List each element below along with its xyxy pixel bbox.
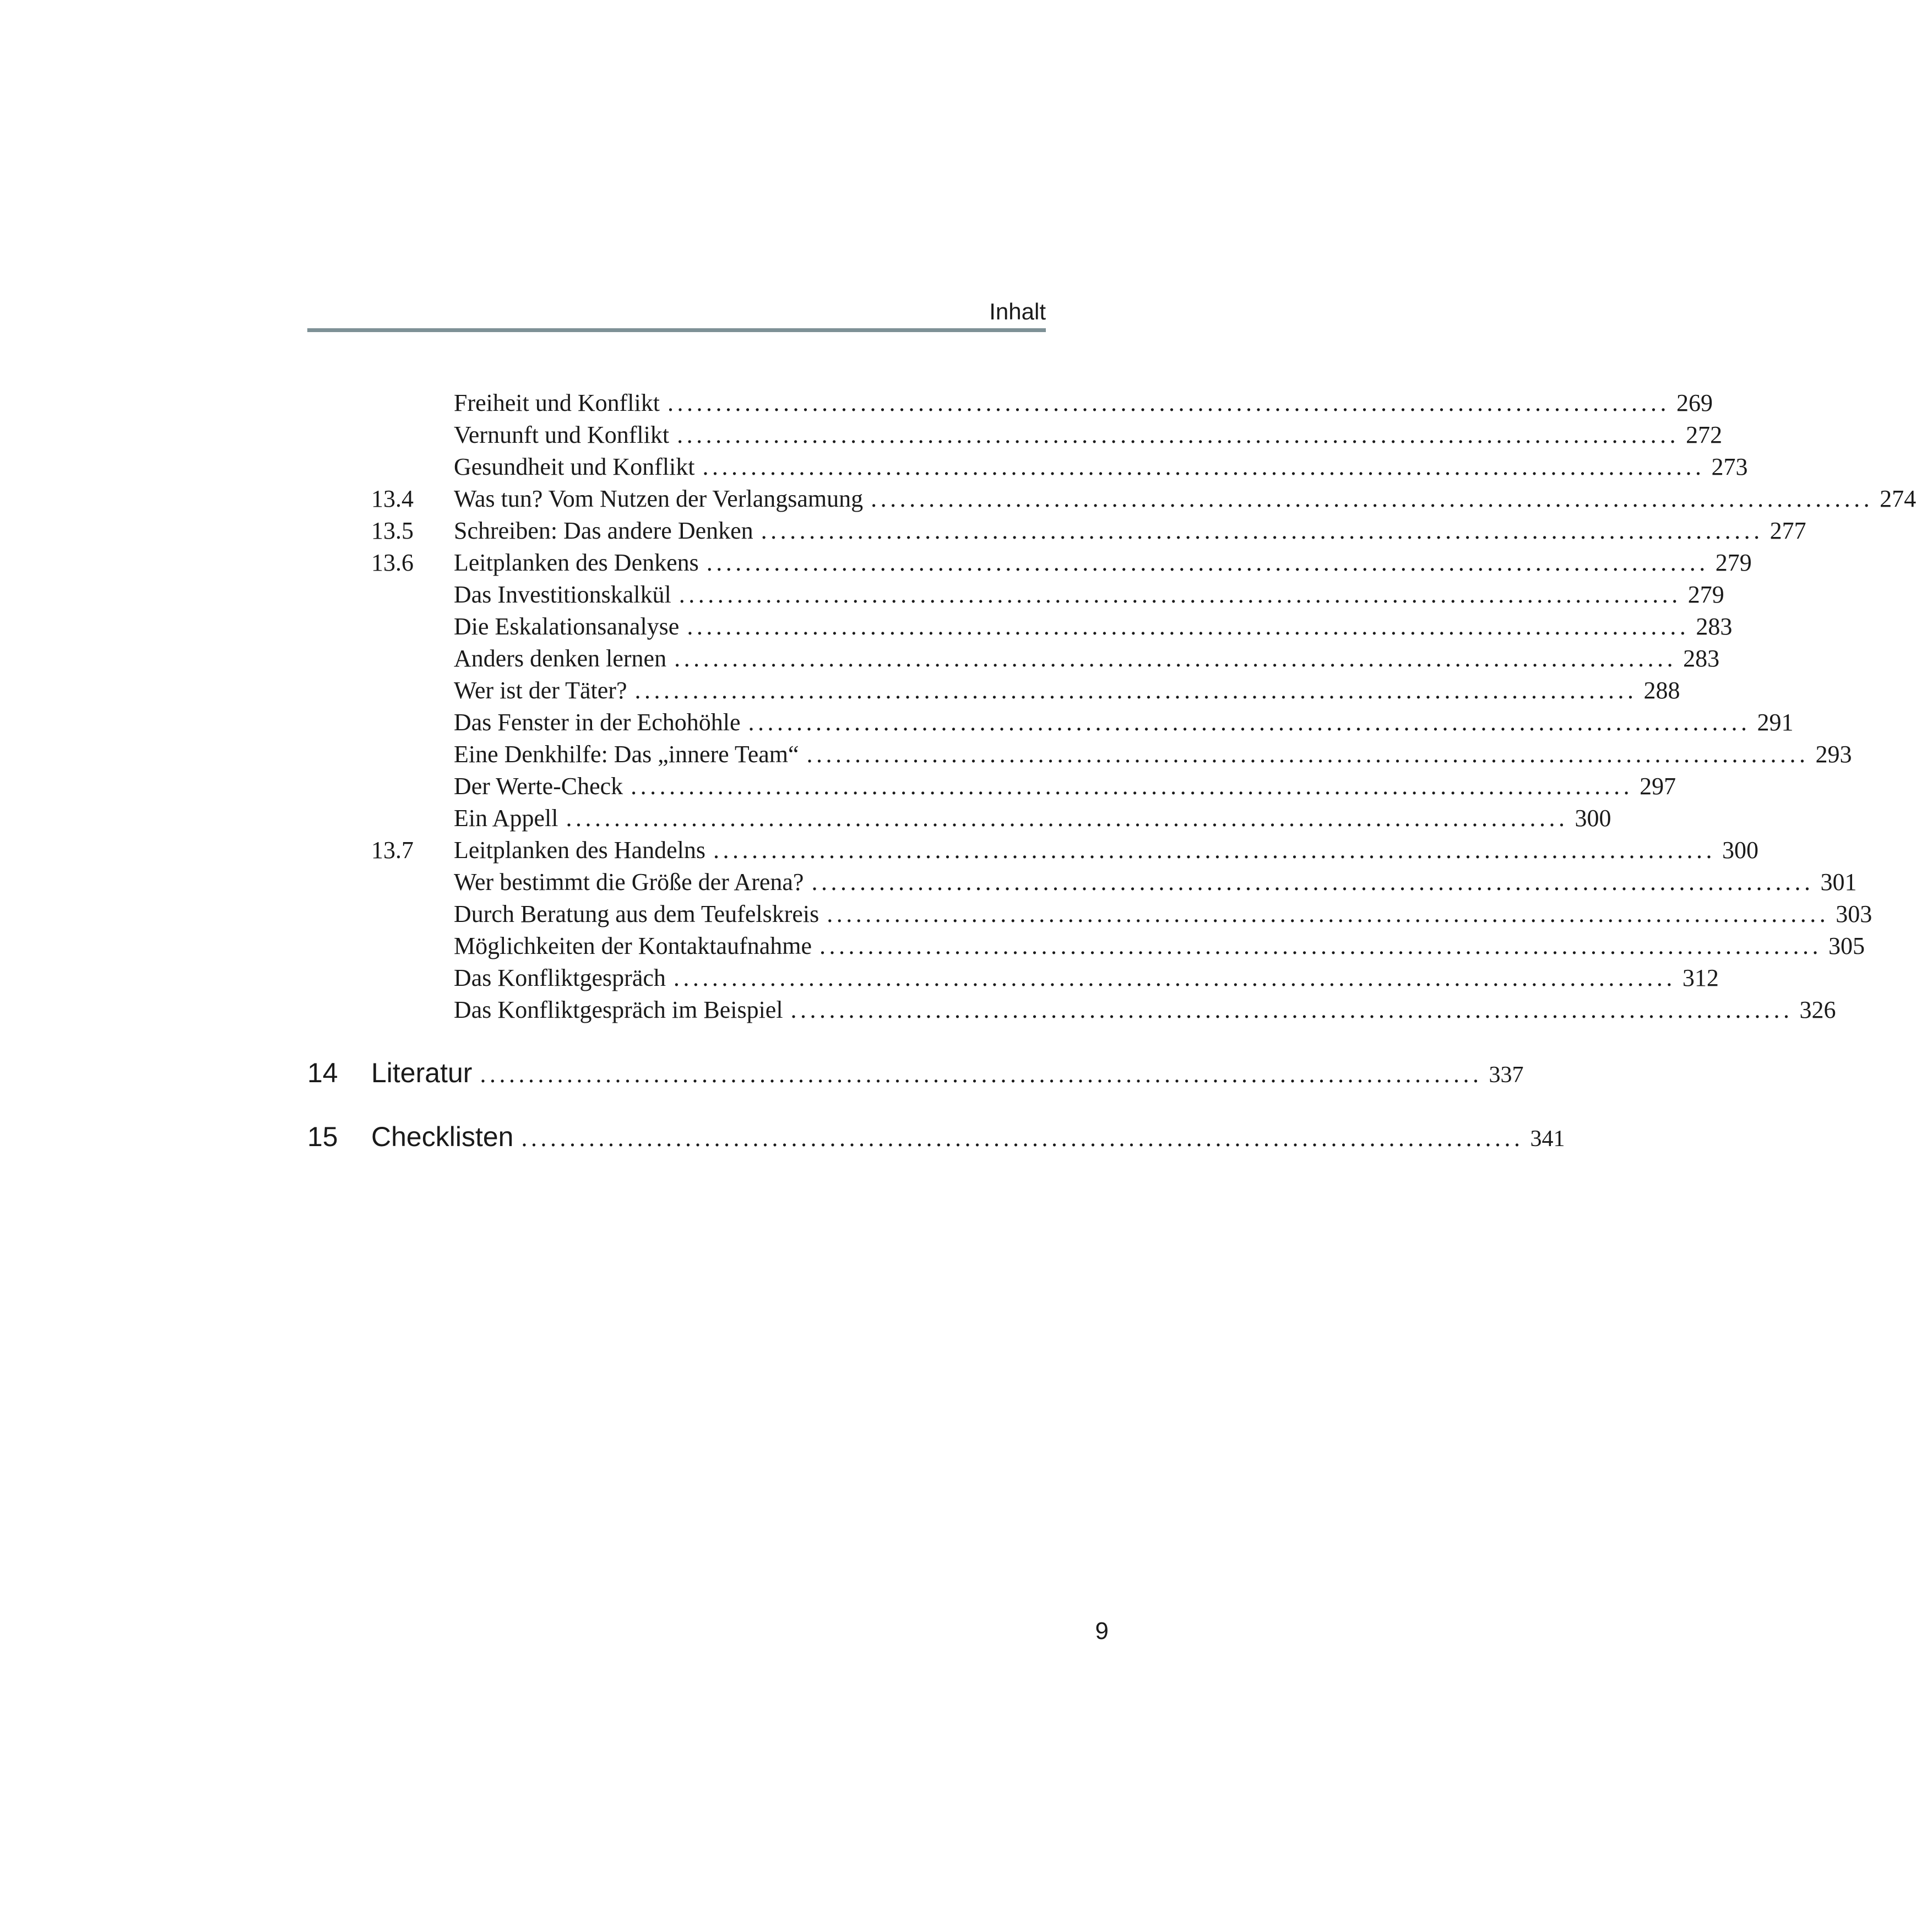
toc-entry[interactable] (0, 579, 1724, 611)
dot-leader: ........................................................................................................ (566, 805, 1568, 832)
dot-leader: ........................................................................................................ (631, 773, 1633, 800)
toc-entry-page: 291 (1757, 709, 1794, 736)
toc-entry-page: 283 (1696, 613, 1733, 640)
toc-entry-title: Wer bestimmt die Größe der Arena? (454, 869, 804, 896)
toc-entry[interactable] (0, 898, 1872, 930)
toc-entry-page: 273 (1711, 453, 1748, 480)
toc-entry-number: 13.6 (371, 549, 414, 576)
toc-entry-title: Leitplanken des Handelns (454, 837, 705, 864)
header-title: Inhalt (989, 299, 1046, 324)
dot-leader: ........................................................................................................ (679, 581, 1681, 608)
toc-entry-title: Das Konfliktgespräch im Beispiel (454, 996, 783, 1023)
toc-entry-line (454, 643, 1720, 675)
toc-entry-page: 303 (1836, 900, 1872, 927)
dot-leader: ........................................................................................................ (480, 1061, 1483, 1088)
toc-entry-number: 13.5 (371, 517, 414, 544)
toc-entry-page: 283 (1683, 645, 1720, 672)
toc-chapter-page: 341 (1530, 1126, 1565, 1152)
toc-entry-line (454, 483, 1916, 515)
toc-entry-title: Durch Beratung aus dem Teufelskreis (454, 900, 819, 927)
toc-entry-line (454, 834, 1758, 866)
toc-entry-title: Ein Appell (454, 805, 558, 832)
toc-entry-number: 13.7 (371, 837, 414, 864)
toc-entry-title: Das Investitionskalkül (454, 581, 671, 608)
toc-entry-page: 274 (1880, 485, 1916, 512)
dot-leader: ........................................................................................................ (827, 900, 1830, 927)
toc-entry[interactable] (0, 643, 1720, 675)
toc-entry-title: Schreiben: Das andere Denken (454, 517, 753, 544)
toc-entry-title: Das Konfliktgespräch (454, 964, 666, 991)
dot-leader: ........................................................................................................ (806, 741, 1809, 768)
toc-chapter-page: 337 (1489, 1062, 1524, 1088)
toc-entry-line (454, 387, 1713, 419)
toc-entry-title: Eine Denkhilfe: Das „innere Team“ (454, 741, 799, 768)
dot-leader: ........................................................................................................ (667, 389, 1670, 416)
toc-entry[interactable] (0, 834, 1758, 866)
toc-entry-line (454, 962, 1719, 994)
toc-entry[interactable] (0, 451, 1748, 483)
toc-entry-line (454, 994, 1836, 1026)
toc-entry-line (454, 739, 1852, 770)
toc-entry[interactable] (0, 611, 1733, 643)
toc-entry-page: 269 (1676, 389, 1713, 416)
toc-entry[interactable] (0, 419, 1723, 451)
toc-entry-title: Freiheit und Konflikt (454, 389, 660, 416)
toc-entry[interactable] (0, 547, 1752, 579)
toc-entry-title: Möglichkeiten der Kontaktaufnahme (454, 932, 812, 959)
toc-chapter-title: Literatur (371, 1057, 473, 1088)
toc-entry-line (454, 675, 1680, 707)
toc-entry[interactable] (0, 675, 1680, 707)
toc-entry-page: 300 (1575, 805, 1611, 832)
toc-entry[interactable] (0, 994, 1836, 1026)
toc-entry-number: 13.4 (371, 485, 414, 512)
dot-leader: ........................................................................................................ (706, 549, 1709, 576)
toc-entry-line (454, 515, 1806, 547)
toc-chapter-title: Checklisten (371, 1121, 514, 1152)
toc-entry[interactable] (0, 962, 1719, 994)
header-rule (307, 328, 1046, 332)
toc-entry-page: 277 (1770, 517, 1806, 544)
toc-entry[interactable] (0, 930, 1865, 962)
toc-entry-line (454, 547, 1752, 579)
toc-entry[interactable] (0, 739, 1852, 770)
toc-entry-line (454, 707, 1794, 739)
toc-entry-page: 312 (1682, 964, 1719, 991)
toc-entry[interactable] (0, 866, 1857, 898)
toc-entry-line (454, 866, 1857, 898)
toc-entry[interactable] (0, 707, 1794, 739)
toc-chapter-entry[interactable] (0, 1117, 1565, 1156)
dot-leader: ........................................................................................................ (521, 1125, 1524, 1152)
toc-entry-line (454, 770, 1676, 802)
toc-entry-page: 288 (1643, 677, 1680, 704)
dot-leader: ........................................................................................................ (761, 517, 1763, 544)
dot-leader: ........................................................................................................ (634, 677, 1637, 704)
dot-leader: ........................................................................................................ (677, 421, 1680, 448)
toc-entry-line (454, 930, 1865, 962)
toc-entry-title: Was tun? Vom Nutzen der Verlangsamung (454, 485, 864, 512)
toc-entry-title: Leitplanken des Denkens (454, 549, 699, 576)
dot-leader: ........................................................................................................ (819, 932, 1822, 959)
toc-entry-title: Vernunft und Konflikt (454, 421, 670, 448)
dot-leader: ........................................................................................................ (673, 964, 1676, 991)
dot-leader: ........................................................................................................ (790, 996, 1793, 1023)
toc-chapter-line (371, 1117, 1565, 1158)
toc-entry-page: 300 (1722, 837, 1758, 864)
toc-entry-title: Das Fenster in der Echohöhle (454, 709, 741, 736)
dot-leader: ........................................................................................................ (674, 645, 1677, 672)
toc-entry-page: 305 (1828, 932, 1865, 959)
toc-entry-line (454, 579, 1724, 611)
page-number: 9 (1095, 1618, 1109, 1645)
dot-leader: ........................................................................................................ (748, 709, 1751, 736)
toc-entry-page: 279 (1715, 549, 1752, 576)
dot-leader: ........................................................................................................ (713, 837, 1716, 864)
dot-leader: ........................................................................................................ (702, 453, 1705, 480)
toc-entry[interactable] (0, 483, 1916, 515)
dot-leader: ........................................................................................................ (687, 613, 1690, 640)
toc-entry-line (454, 611, 1733, 643)
toc-entry-page: 326 (1799, 996, 1836, 1023)
toc-entry-title: Der Werte-Check (454, 773, 623, 800)
toc-entry-title: Wer ist der Täter? (454, 677, 627, 704)
toc-chapter-line (371, 1054, 1524, 1094)
toc-entry-title: Die Eskalationsanalyse (454, 613, 680, 640)
toc-entry[interactable] (0, 770, 1676, 802)
toc-chapter-number: 15 (307, 1121, 338, 1152)
toc-entry-title: Anders denken lernen (454, 645, 667, 672)
toc-entry-page: 279 (1687, 581, 1724, 608)
toc-entry-page: 272 (1686, 421, 1723, 448)
dot-leader: ........................................................................................................ (871, 485, 1874, 512)
toc-entry-page: 293 (1815, 741, 1852, 768)
toc-entry-page: 297 (1640, 773, 1676, 800)
toc-entry[interactable] (0, 802, 1611, 834)
toc-entry[interactable] (0, 515, 1806, 547)
toc-entry-line (454, 802, 1611, 834)
dot-leader: ........................................................................................................ (811, 869, 1814, 896)
toc-chapter-entry[interactable] (0, 1054, 1524, 1092)
toc-entry-page: 301 (1820, 869, 1857, 896)
toc-entry-line (454, 419, 1723, 451)
toc-entry-title: Gesundheit und Konflikt (454, 453, 695, 480)
toc-entry-line (454, 898, 1872, 930)
toc-entry-line (454, 451, 1748, 483)
toc-chapter-number: 14 (307, 1057, 338, 1088)
toc-entry[interactable] (0, 387, 1713, 419)
